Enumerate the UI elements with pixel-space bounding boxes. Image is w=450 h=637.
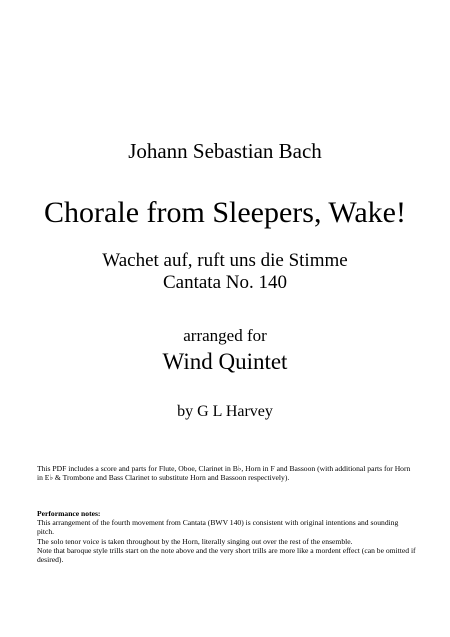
performance-note-line: The solo tenor voice is taken throughout by the Horn, literally singing out over the rest of the ensemble. [37,536,353,546]
cantata-number: Cantata No. 140 [162,272,287,293]
performance-notes [37,509,417,564]
performance-notes-heading: Performance notes: [37,509,101,518]
performance-note-line: This arrangement of the fourth movement from Cantata (BWV 140) is consistent with original intentions and sounding pitch. [37,518,399,537]
performance-note-line: Note that baroque style trills start on the note above and the very short trills are more like a mordent effect (can be omitted if desired). [37,545,416,565]
piece-title: Chorale from Sleepers, Wake! [44,196,406,229]
composer-name: Johann Sebastian Bach [128,139,322,163]
german-subtitle: Wachet auf, ruft uns die Stimme [102,250,348,271]
ensemble-name: Wind Quintet [162,349,288,374]
contents-note-text: This PDF includes a score and parts for Flute, Oboe, Clarinet in B♭, Horn in F and Bassoon (with additional parts for Horn in E♭ & Trombone and Bass Clarinet to substitute Horn and Bassoon respectively). [37,464,411,483]
contents-note [37,464,417,482]
arranger-byline: by G L Harvey [177,403,273,420]
arranged-for-label: arranged for [183,326,267,345]
